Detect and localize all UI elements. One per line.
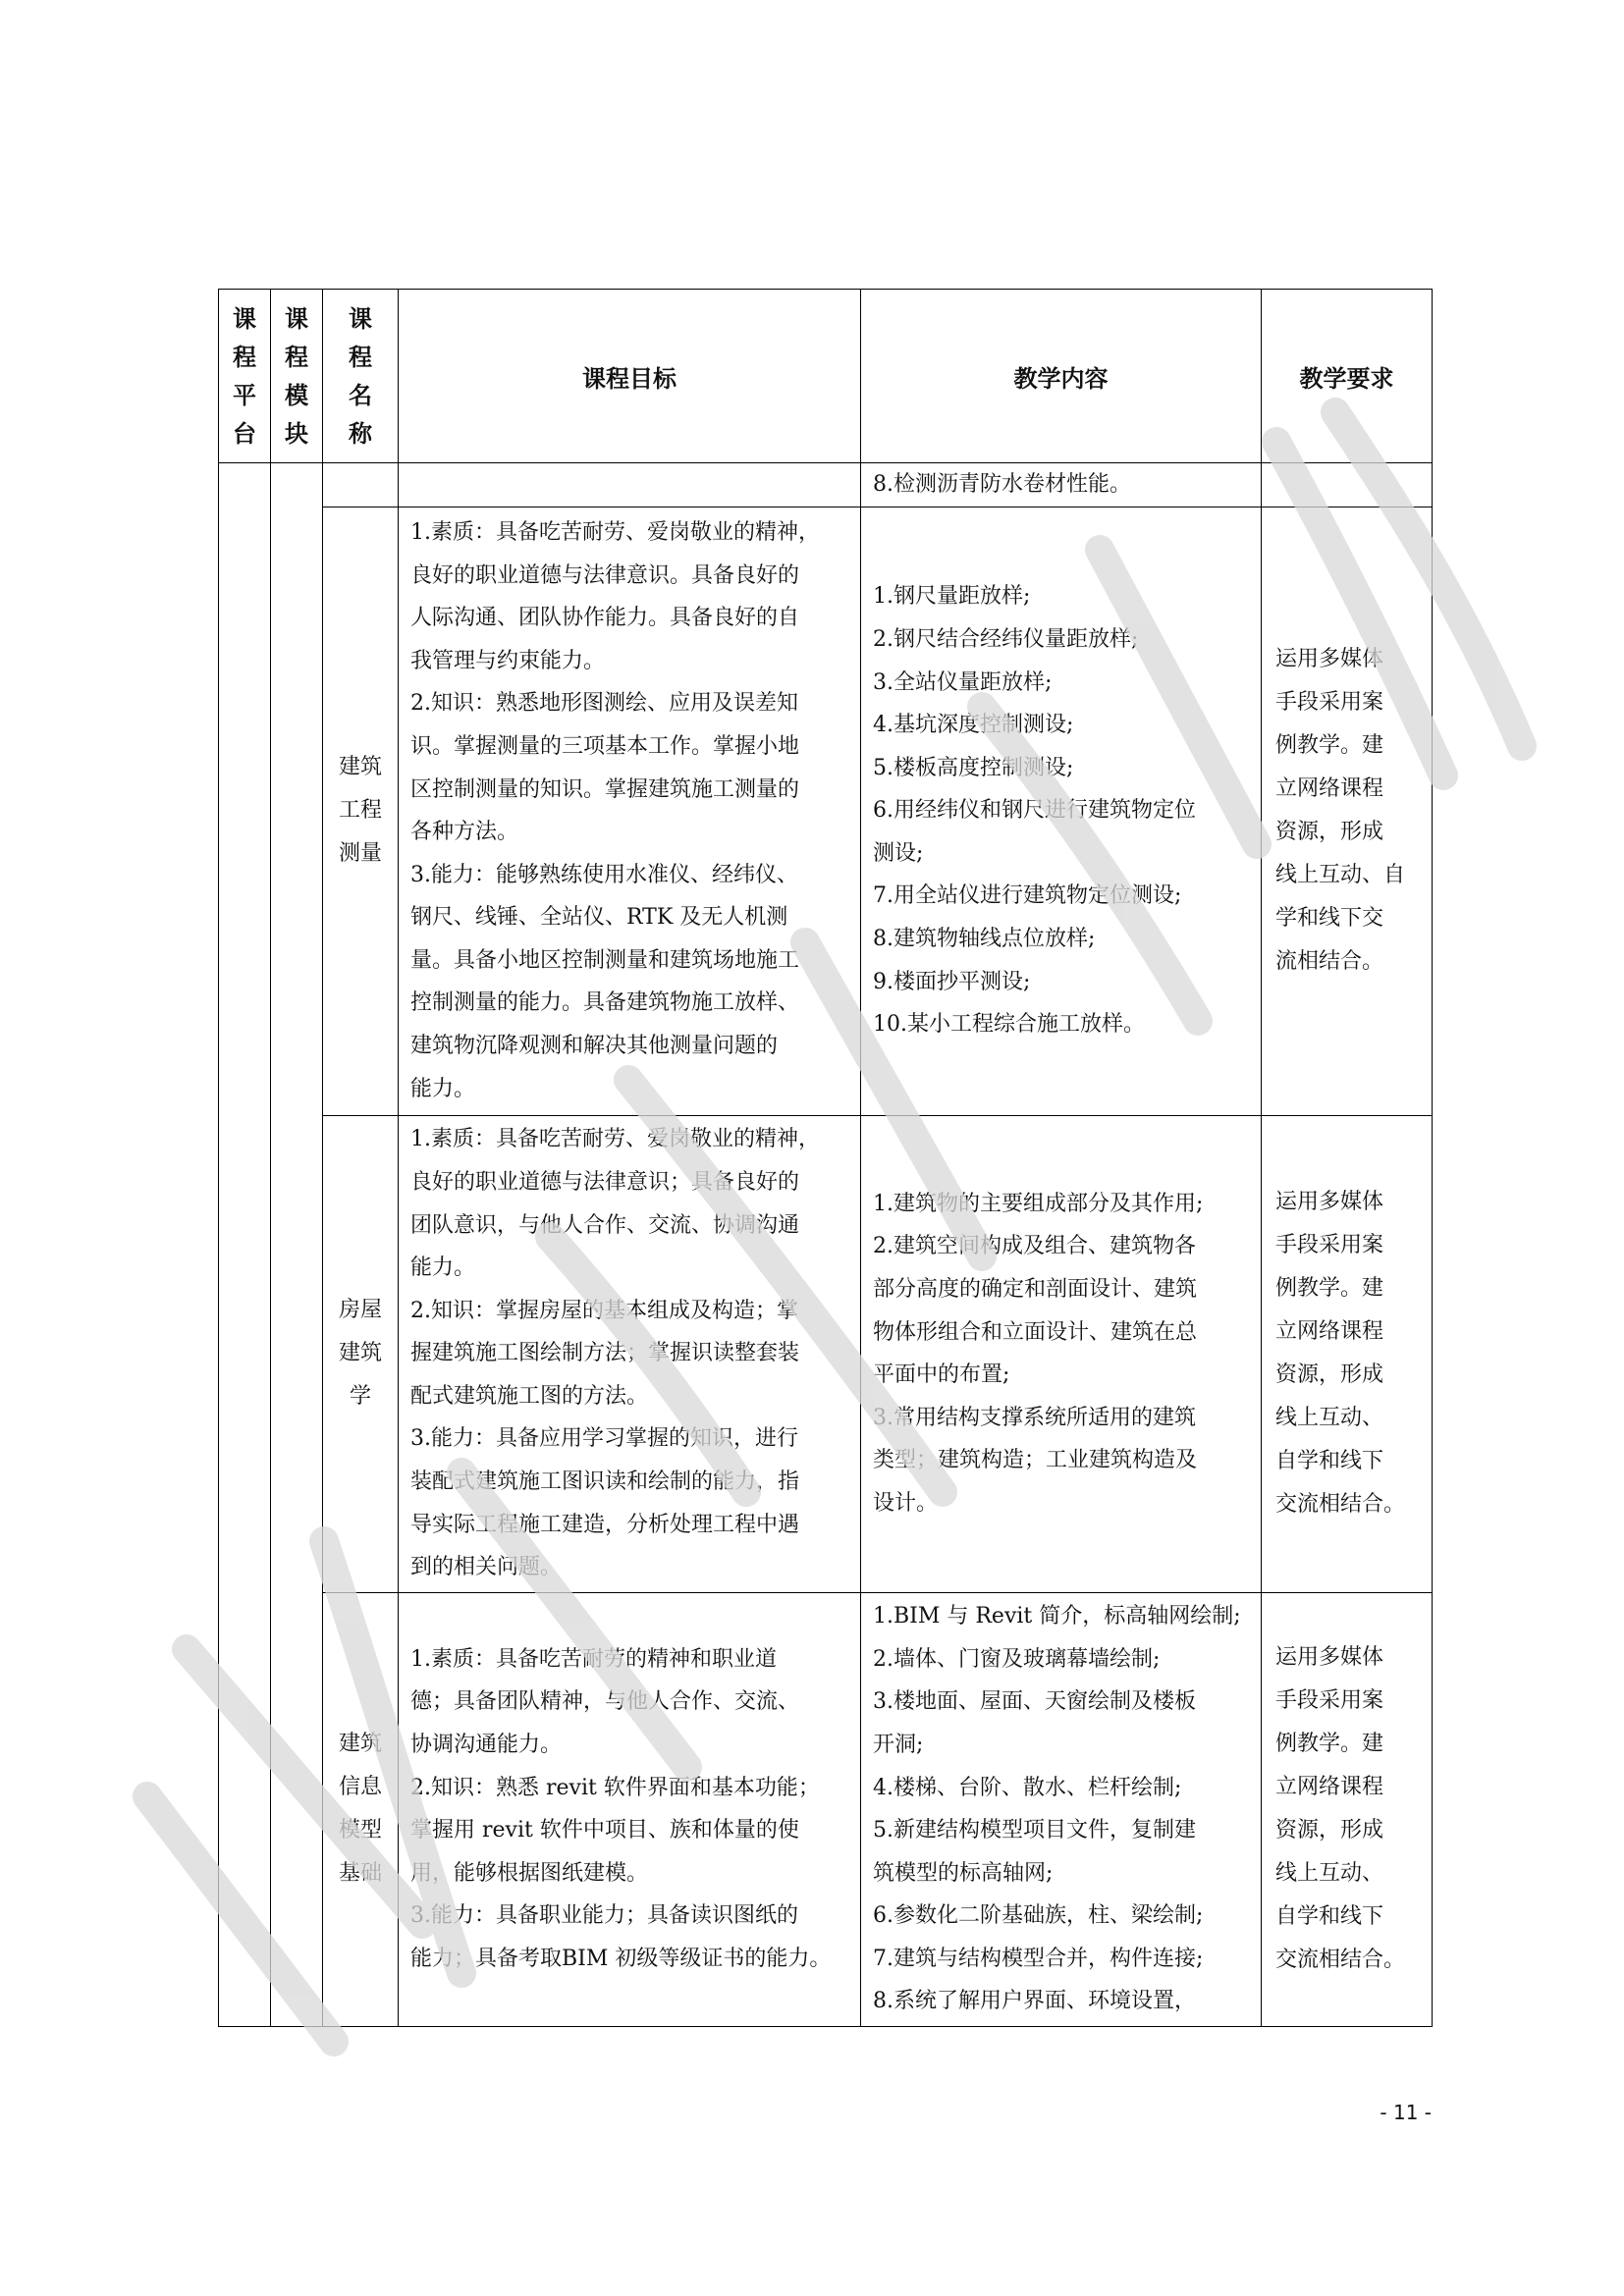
text-line: 线上互动、自: [1275, 863, 1406, 888]
text-line: 能力。: [410, 1076, 476, 1101]
text-line: 3.能力：能够熟练使用水准仪、经纬仪、: [410, 862, 798, 887]
text-line: 控制测量的能力。具备建筑物施工放样、: [410, 990, 800, 1016]
text-line: 人际沟通、团队协作能力。具备良好的自: [410, 606, 800, 631]
table-header-row: [219, 290, 1433, 463]
text-line: 立网络课程: [1275, 1319, 1384, 1345]
platform-cell: [219, 463, 271, 2027]
text-line: 手段采用案: [1275, 1688, 1384, 1714]
text-line: 我管理与约束能力。: [410, 648, 606, 673]
text-line: 1.建筑物的主要组成部分及其作用;: [873, 1191, 1204, 1216]
text-line: 基础: [338, 1861, 382, 1887]
text-line: 1.素质：具备吃苦耐劳、爱岗敬业的精神，: [410, 519, 820, 545]
text-line: 6.参数化二阶基础族，柱、梁绘制;: [873, 1903, 1204, 1929]
header-char: 程: [233, 343, 256, 371]
text-line: 8.建筑物轴线点位放样;: [873, 927, 1096, 952]
text-line: 模型: [338, 1818, 382, 1843]
text-line: 量。具备小地区控制测量和建筑场地施工: [410, 947, 800, 973]
text-line: 线上互动、: [1275, 1861, 1384, 1887]
text-line: 良好的职业道德与法律意识；具备良好的: [410, 1169, 800, 1195]
text-line: 物体形组合和立面设计、建筑在总: [873, 1319, 1198, 1345]
header-char: 程: [349, 343, 372, 371]
text-line: 建筑: [338, 1732, 382, 1757]
text-line: 例教学。建: [1275, 733, 1384, 759]
text-line: 例教学。建: [1275, 1732, 1384, 1757]
text-line: 流相结合。: [1275, 949, 1384, 975]
text-line: 2.知识：掌握房屋的基本组成及构造；掌: [410, 1298, 798, 1323]
course-content-cell: [861, 1592, 1262, 2026]
text-line: 资源，形成: [1275, 1818, 1384, 1843]
header-char: 块: [285, 419, 308, 448]
text-line: 用，能够根据图纸建模。: [410, 1860, 649, 1886]
text-line: 4.基坑深度控制测设;: [873, 713, 1074, 738]
module-cell: [271, 463, 323, 2027]
header-char: 课: [233, 304, 256, 333]
header-requirement: 教学要求: [1262, 290, 1433, 463]
table-row: [219, 463, 1433, 507]
text-line: 自学和线下: [1275, 1449, 1384, 1474]
text-line: 1.素质：具备吃苦耐劳的精神和职业道: [410, 1646, 777, 1672]
text-line: 2.钢尺结合经纬仪量距放样;: [873, 626, 1139, 652]
header-char: 称: [349, 419, 372, 448]
table-row: [219, 507, 1433, 1115]
text-line: 协调沟通能力。: [410, 1732, 563, 1757]
course-content-cell: [861, 507, 1262, 1115]
text-line: 类型；建筑构造；工业建筑构造及: [873, 1448, 1198, 1473]
text-line: 钢尺、线锤、全站仪、RTK 及无人机测: [410, 905, 788, 931]
text-line: 学: [349, 1384, 371, 1410]
header-module: [271, 290, 323, 463]
course-table: [218, 289, 1433, 2027]
table-row: [219, 1592, 1433, 2026]
course-name-cell: [323, 507, 399, 1115]
text-line: 交流相结合。: [1275, 1948, 1406, 1973]
text-line: 到的相关问题。: [410, 1555, 563, 1580]
text-line: 6.用经纬仪和钢尺进行建筑物定位: [873, 798, 1196, 824]
text-line: 立网络课程: [1275, 1775, 1384, 1800]
text-line: 筑模型的标高轴网;: [873, 1860, 1054, 1886]
course-content-cell: [861, 1115, 1262, 1592]
table-row: [219, 1115, 1433, 1592]
text-line: 握建筑施工图绘制方法；掌握识读整套装: [410, 1341, 800, 1366]
text-line: 手段采用案: [1275, 690, 1384, 716]
text-line: 建筑: [338, 755, 382, 780]
text-line: 手段采用案: [1275, 1233, 1384, 1258]
text-line: 2.墙体、门窗及玻璃幕墙绘制;: [873, 1646, 1161, 1672]
text-line: 2.知识：熟悉 revit 软件界面和基本功能；: [410, 1775, 820, 1800]
text-line: 房屋: [338, 1298, 382, 1323]
text-line: 部分高度的确定和剖面设计、建筑: [873, 1276, 1198, 1302]
text-line: 资源，形成: [1275, 820, 1384, 845]
text-line: 3.全站仪量距放样;: [873, 669, 1053, 695]
text-line: 2.知识：熟悉地形图测绘、应用及误差知: [410, 691, 798, 717]
text-line: 信息: [338, 1775, 382, 1800]
header-char: 程: [285, 343, 308, 371]
text-line: 能力；具备考取BIM 初级等级证书的能力。: [410, 1946, 832, 1971]
text-line: 运用多媒体: [1275, 1190, 1384, 1215]
text-line: 8.系统了解用户界面、环境设置，: [873, 1989, 1196, 2014]
header-char: 名: [349, 381, 372, 409]
text-line: 7.用全站仪进行建筑物定位测设;: [873, 883, 1182, 909]
course-name-cell: [323, 463, 399, 507]
text-line: 自学和线下: [1275, 1904, 1384, 1930]
text-line: 识。掌握测量的三项基本工作。掌握小地: [410, 733, 800, 759]
course-goal-cell: [399, 507, 861, 1115]
header-char: 模: [285, 381, 308, 409]
text-line: 3.能力：具备职业能力；具备读识图纸的: [410, 1903, 798, 1929]
header-char: 台: [233, 419, 256, 448]
course-requirement-cell: [1262, 507, 1433, 1115]
text-line: 德；具备团队精神，与他人合作、交流、: [410, 1689, 800, 1715]
text-line: 区控制测量的知识。掌握建筑施工测量的: [410, 776, 800, 802]
text-line: 4.楼梯、台阶、散水、栏杆绘制;: [873, 1775, 1182, 1800]
header-name: [323, 290, 399, 463]
text-line: 良好的职业道德与法律意识。具备良好的: [410, 562, 800, 588]
header-platform: [219, 290, 271, 463]
course-goal-cell: [399, 1592, 861, 2026]
course-goal-cell: [399, 1115, 861, 1592]
text-line: 各种方法。: [410, 820, 519, 845]
header-char: 课: [349, 304, 372, 333]
header-goal: 课程目标: [399, 290, 861, 463]
text-line: 运用多媒体: [1275, 647, 1384, 672]
text-line: 资源，形成: [1275, 1362, 1384, 1388]
course-name-cell: [323, 1592, 399, 2026]
text-line: 建筑: [338, 1341, 382, 1366]
course-goal-cell: [399, 463, 861, 507]
text-line: 线上互动、: [1275, 1406, 1384, 1431]
text-line: 5.楼板高度控制测设;: [873, 755, 1074, 780]
course-content-cell: [861, 463, 1262, 507]
header-char: 平: [233, 381, 256, 409]
text-line: 交流相结合。: [1275, 1492, 1406, 1518]
text-line: 9.楼面抄平测设;: [873, 969, 1031, 994]
text-line: 3.能力：具备应用学习掌握的知识，进行: [410, 1426, 798, 1452]
text-line: 测设;: [873, 840, 924, 866]
header-char: 课: [285, 304, 308, 333]
text-line: 平面中的布置;: [873, 1362, 1010, 1388]
course-requirement-cell: [1262, 463, 1433, 507]
text-line: 配式建筑施工图的方法。: [410, 1383, 649, 1409]
text-line: 导实际工程施工建造，分析处理工程中遇: [410, 1512, 800, 1537]
text-line: 10.某小工程综合施工放样。: [873, 1012, 1145, 1038]
text-line: 建筑物沉降观测和解决其他测量问题的: [410, 1034, 779, 1059]
text-line: 运用多媒体: [1275, 1645, 1384, 1671]
text-line: 1.钢尺量距放样;: [873, 584, 1031, 610]
text-line: 5.新建结构模型项目文件，复制建: [873, 1818, 1196, 1843]
text-line: 例教学。建: [1275, 1276, 1384, 1302]
text-line: 1.BIM 与 Revit 简介，标高轴网绘制;: [873, 1604, 1241, 1629]
course-requirement-cell: [1262, 1115, 1433, 1592]
text-line: 掌握用 revit 软件中项目、族和体量的使: [410, 1818, 799, 1843]
text-line: 测量: [338, 841, 382, 867]
text-line: 团队意识，与他人合作、交流、协调沟通: [410, 1212, 800, 1238]
text-line: 工程: [338, 798, 382, 824]
text-line: 立网络课程: [1275, 776, 1384, 802]
course-requirement-cell: [1262, 1592, 1433, 2026]
header-content: 教学内容: [861, 290, 1262, 463]
text-line: 开洞;: [873, 1732, 924, 1757]
text-line: 8.检测沥青防水卷材性能。: [873, 472, 1131, 497]
text-line: 7.建筑与结构模型合并，构件连接;: [873, 1946, 1204, 1971]
text-line: 3.楼地面、屋面、天窗绘制及楼板: [873, 1689, 1196, 1715]
text-line: 能力。: [410, 1255, 476, 1281]
text-line: 设计。: [873, 1490, 939, 1516]
course-name-cell: [323, 1115, 399, 1592]
text-line: 学和线下交: [1275, 906, 1384, 932]
text-line: 装配式建筑施工图识读和绘制的能力，指: [410, 1469, 800, 1495]
page-number: - 11 -: [1380, 2101, 1432, 2124]
text-line: 3.常用结构支撑系统所适用的建筑: [873, 1405, 1196, 1430]
text-line: 1.素质：具备吃苦耐劳、爱岗敬业的精神，: [410, 1127, 820, 1152]
text-line: 2.建筑空间构成及组合、建筑物各: [873, 1234, 1196, 1259]
